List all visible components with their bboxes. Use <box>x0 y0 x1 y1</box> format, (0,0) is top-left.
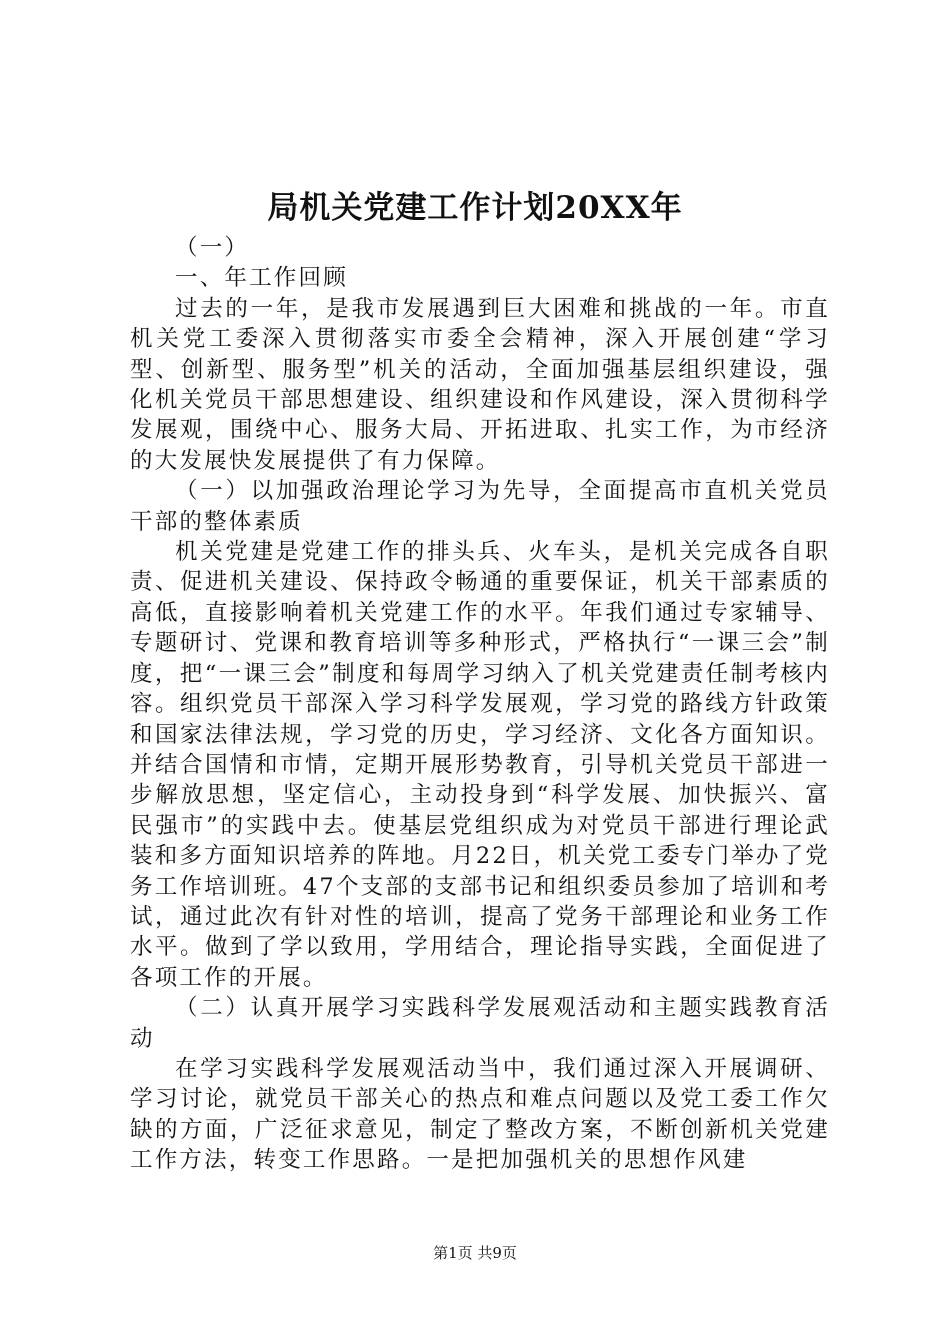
page-number-footer: 第1页 共9页 <box>433 1244 517 1262</box>
subsection-heading: （二）认真开展学习实践科学发展观活动和主题实践教育活动 <box>130 995 830 1052</box>
subsection-heading: （一）以加强政治理论学习为先导，全面提高市直机关党员干部的整体素质 <box>130 478 830 535</box>
section-heading: 一、年工作回顾 <box>175 265 348 292</box>
section-marker: （一） <box>175 235 250 261</box>
body-paragraph: 在学习实践科学发展观活动当中，我们通过深入开展调研、学习讨论，就党员干部关心的热点和难点问题以及党工委工作欠缺的方面，广泛征求意见，制定了整改方案，不断创新机关党建工作方法，转变工作思路。一是把加强机关的思想作风建 <box>130 1055 830 1174</box>
document-body <box>130 233 830 1176</box>
body-paragraph: 机关党建是党建工作的排头兵、火车头，是机关完成各自职责、促进机关建设、保持政令畅通的重要保证，机关干部素质的高低，直接影响着机关党建工作的水平。年我们通过专家辅导、专题研讨、党课和教育培训等多种形式，严格执行“一课三会”制度，把“一课三会”制度和每周学习纳入了机关党建责任制考核内容。组织党员干部深入学习科学发展观，学习党的路线方针政策和国家法律法规，学习党的历史，学习经济、文化各方面知识。并结合国情和市情，定期开展形势教育，引导机关党员干部进一步解放思想，坚定信心，主动投身到“科学发展、加快振兴、富民强市”的实践中去。使基层党组织成为对党员干部进行理论武装和多方面知识培养的阵地。月22日，机关党工委专门举办了党务工作培训班。47个支部的支部书记和组织委员参加了培训和考试，通过此次有针对性的培训，提高了党务干部理论和业务工作水平。做到了学以致用，学用结合，理论指导实践，全面促进了各项工作的开展。 <box>130 539 830 991</box>
body-paragraph: 过去的一年，是我市发展遇到巨大困难和挑战的一年。市直机关党工委深入贯彻落实市委全会精神，深入开展创建“学习型、创新型、服务型”机关的活动，全面加强基层组织建设，强化机关党员干部思想建设、组织建设和作风建设，深入贯彻科学发展观，围绕中心、服务大局、开拓进取、扎实工作，为市经济的大发展快发展提供了有力保障。 <box>130 295 830 474</box>
document-title: 局机关党建工作计划20XX年 <box>267 190 683 226</box>
